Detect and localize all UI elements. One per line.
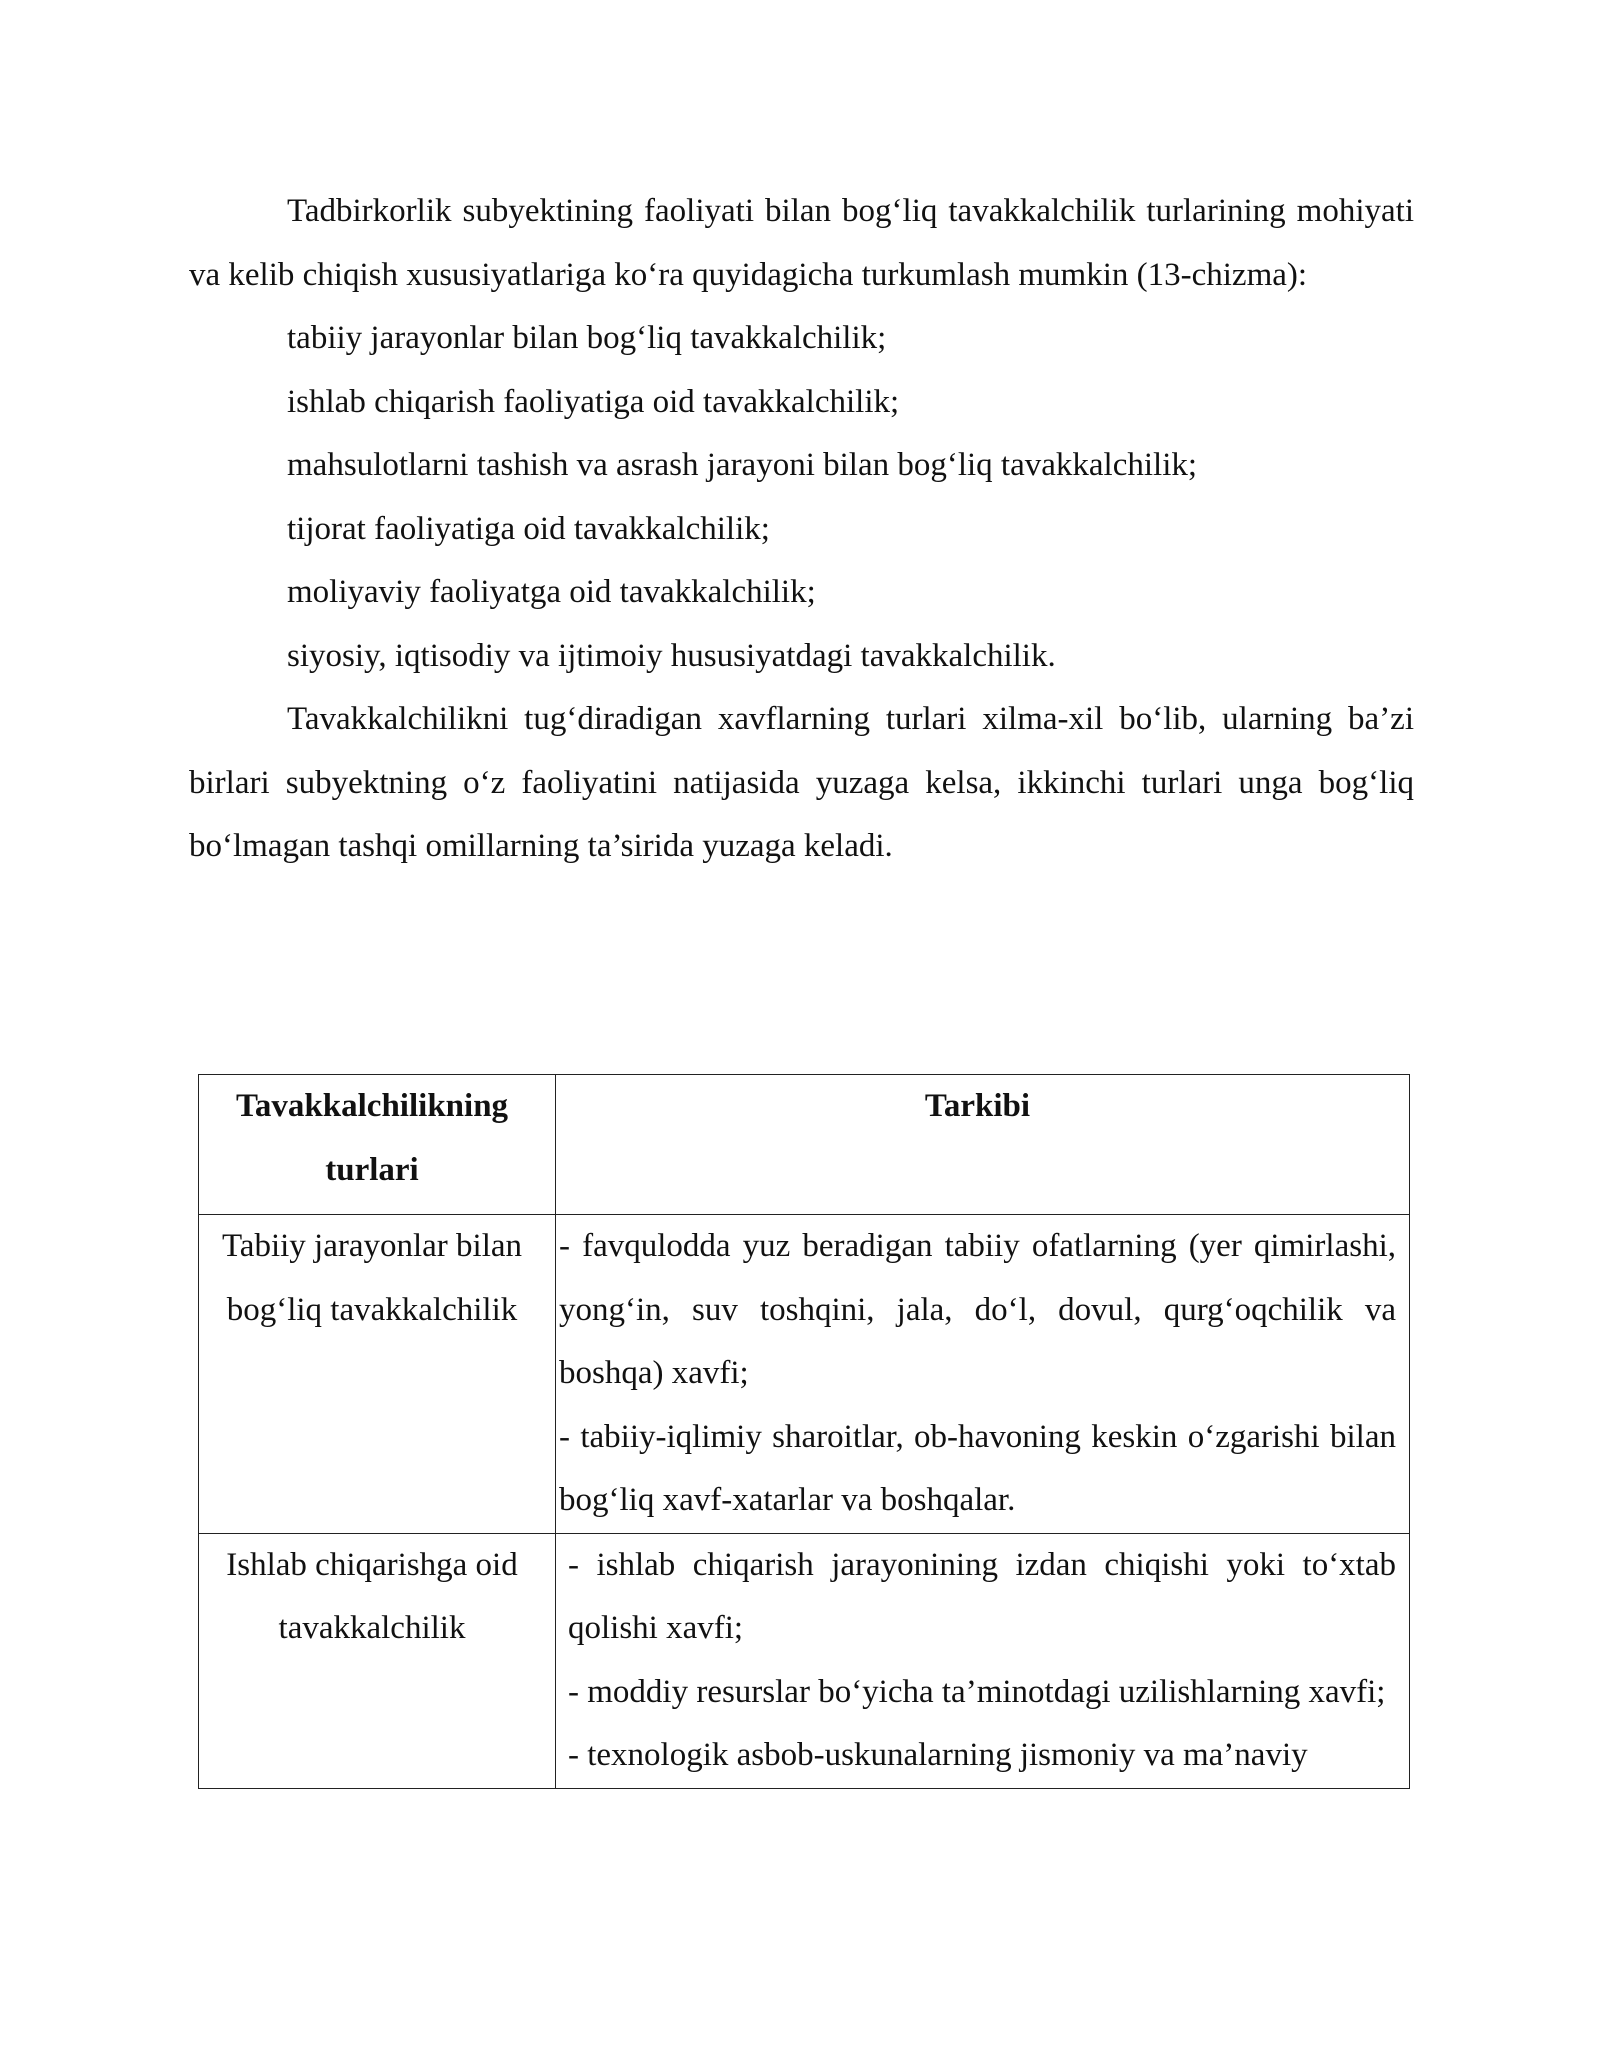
second-paragraph: Tavakkalchilikni tug‘diradigan xavflarning turlari xilma-xil bo‘lib, ularning ba’zi birlari subyektning o‘z faoliyatini natijasida yuzaga kelsa, ikkinchi turlari unga bog‘liq bo‘lmagan tashqi omillarning ta’sirida yuzaga keladi.	[189, 701, 1414, 864]
body-text	[189, 180, 1414, 879]
risk-content-cell	[556, 1533, 1410, 1788]
risk-content-item: - moddiy resurslar bo‘yicha ta’minotdagi uzilishlarning xavfi;	[568, 1673, 1386, 1710]
risk-list-item: siyosiy, iqtisodiy va ijtimoiy hususiyatdagi tavakkalchilik.	[287, 637, 1056, 674]
table-row	[199, 1533, 1410, 1788]
risk-content-item: - favqulodda yuz beradigan tabiiy ofatlarning (yer qimirlashi, yong‘in, suv toshqini, jala, do‘l, dovul, qurg‘oqchilik va boshqa) xavfi;	[559, 1228, 1396, 1391]
risk-content-item: - texnologik asbob-uskunalarning jismoniy va ma’naviy	[568, 1737, 1308, 1773]
risk-content-item: - ishlab chiqarish jarayonining izdan chiqishi yoki to‘xtab qolishi xavfi;	[568, 1546, 1396, 1646]
risk-type-cell: Tabiiy jarayonlar bilan bog‘liq tavakkalchilik	[199, 1215, 556, 1534]
table-header-row	[199, 1075, 1410, 1215]
risk-list-item: mahsulotlarni tashish va asrash jarayoni bilan bog‘liq tavakkalchilik;	[287, 447, 1198, 483]
header-content-cell: Tarkibi	[556, 1075, 1410, 1215]
risk-content-cell	[556, 1215, 1410, 1534]
risk-types-table	[198, 1074, 1410, 1789]
table-row	[199, 1215, 1410, 1534]
risk-content-item: - tabiiy-iqlimiy sharoitlar, ob-havoning keskin o‘zgarishi bilan bog‘liq xavf-xatarlar va boshqalar.	[559, 1418, 1396, 1518]
risk-list-item: tabiiy jarayonlar bilan bog‘liq tavakkalchilik;	[287, 320, 887, 356]
risk-list-item: ishlab chiqarish faoliyatiga oid tavakkalchilik;	[287, 383, 900, 420]
intro-paragraph: Tadbirkorlik subyektining faoliyati bilan bog‘liq tavakkalchilik turlarining mohiyati va kelib chiqish xususiyatlariga ko‘ra quyidagicha turkumlash mumkin (13-chizma):	[189, 193, 1414, 293]
header-type-cell: Tavakkalchilikning turlari	[199, 1075, 556, 1215]
risk-type-cell: Ishlab chiqarishga oid tavakkalchilik	[199, 1533, 556, 1788]
risk-list-item: moliyaviy faoliyatga oid tavakkalchilik;	[287, 574, 816, 610]
risk-list-item: tijorat faoliyatiga oid tavakkalchilik;	[287, 510, 770, 547]
